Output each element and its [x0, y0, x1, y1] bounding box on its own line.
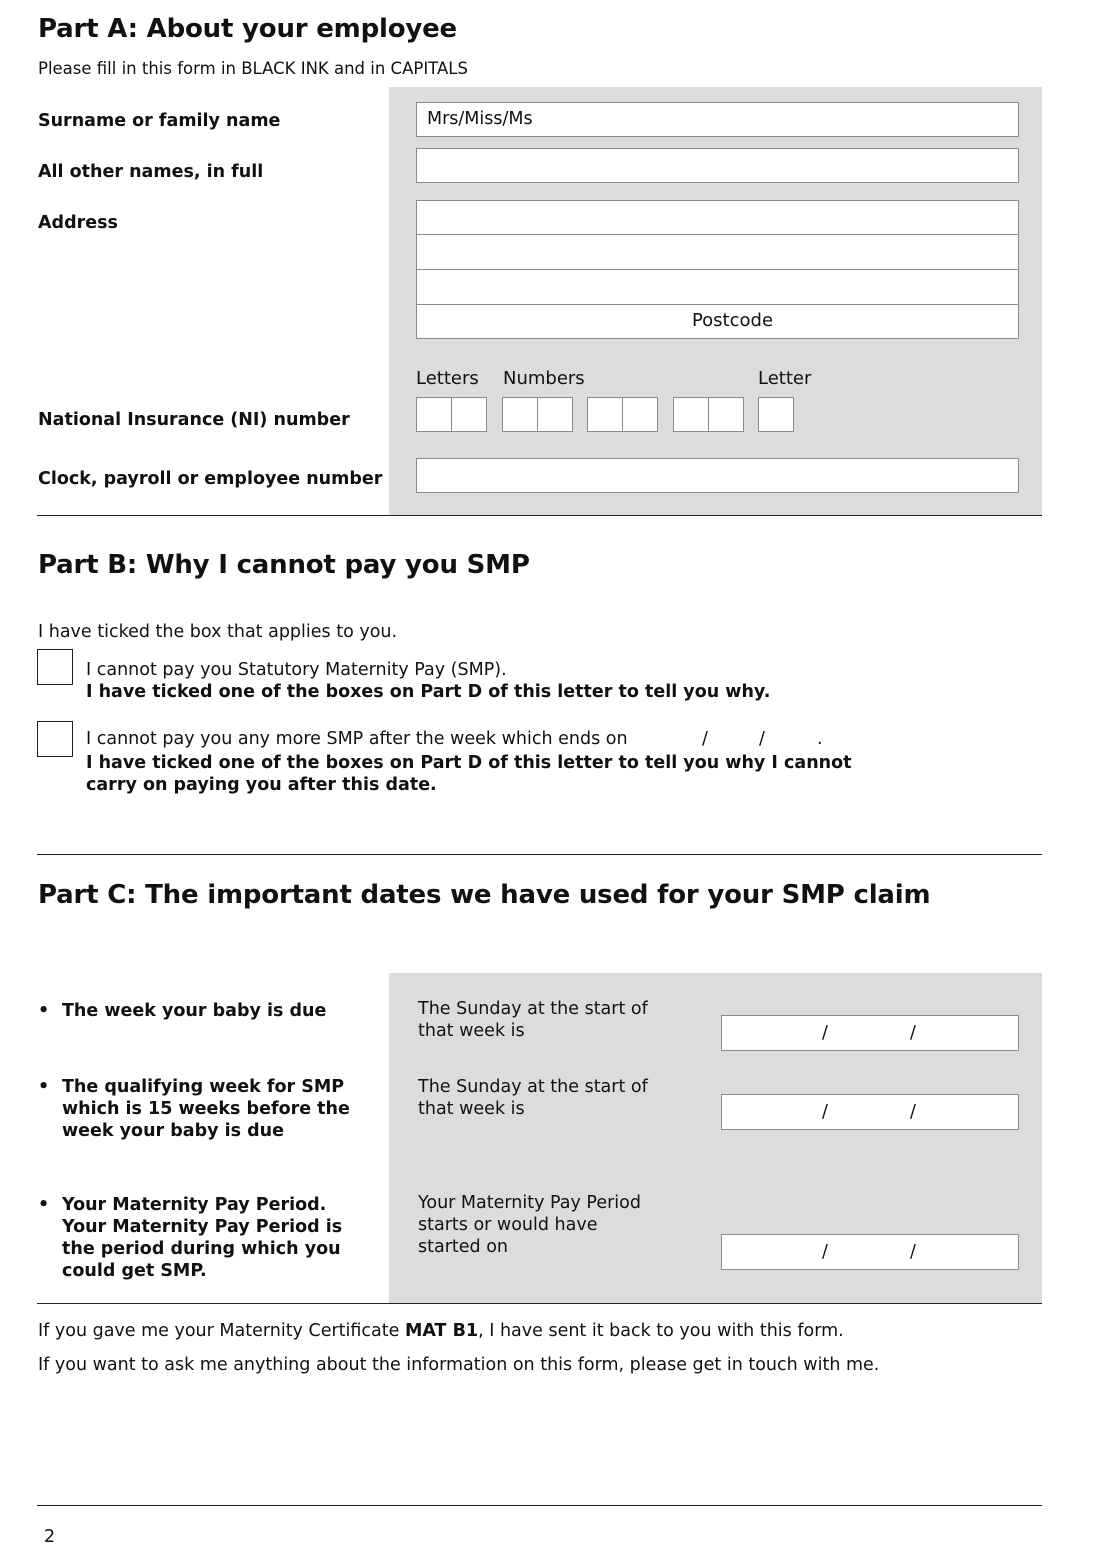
- option1-line1: I cannot pay you Statutory Maternity Pay (SMP).: [86, 660, 507, 680]
- date-separator: /: [822, 1023, 828, 1043]
- mat-b1-note: [38, 1320, 844, 1342]
- row1-label: [62, 1000, 326, 1022]
- ni-cell[interactable]: [451, 397, 487, 432]
- cannot-pay-checkbox[interactable]: [37, 649, 73, 685]
- ni-cell[interactable]: [622, 397, 658, 432]
- surname-value: Mrs/Miss/Ms: [427, 109, 533, 129]
- ni-letter-label: Letter: [758, 368, 812, 389]
- row3-label: [62, 1194, 342, 1282]
- part-b-intro: I have ticked the box that applies to you.: [38, 622, 398, 642]
- date-separator: /: [822, 1242, 828, 1262]
- row3-label-line: Your Maternity Pay Period.: [62, 1195, 327, 1215]
- qualifying-week-date-field[interactable]: [721, 1094, 1019, 1130]
- date-separator: /: [910, 1242, 916, 1262]
- part-c-heading: Part C: The important dates we have used for your SMP claim: [38, 880, 931, 910]
- other-names-field[interactable]: [416, 148, 1019, 183]
- row3-label-line: could get SMP.: [62, 1261, 207, 1281]
- date-separator: /: [910, 1102, 916, 1122]
- contact-note: If you want to ask me anything about the information on this form, please get in touch with me.: [38, 1355, 880, 1375]
- mat-b1-code: MAT B1: [404, 1321, 479, 1341]
- note-text: , I have sent it back to you with this form.: [478, 1321, 844, 1341]
- row3-desc-line: started on: [418, 1237, 508, 1257]
- ni-cell[interactable]: [416, 397, 452, 432]
- row3-desc-line: starts or would have: [418, 1215, 598, 1235]
- row2-label-line: week your baby is due: [62, 1121, 284, 1141]
- address-line-2[interactable]: [416, 234, 1019, 270]
- address-line-1[interactable]: [416, 200, 1019, 235]
- row2-label: [62, 1076, 350, 1142]
- part-b-heading: Part B: Why I cannot pay you SMP: [38, 550, 530, 580]
- date-separator: /: [910, 1023, 916, 1043]
- option2-line3: carry on paying you after this date.: [86, 775, 437, 795]
- bullet: •: [38, 1077, 50, 1097]
- ni-cell[interactable]: [502, 397, 538, 432]
- postcode-label: Postcode: [691, 310, 774, 331]
- ni-cell[interactable]: [537, 397, 573, 432]
- divider: [37, 1505, 1042, 1506]
- bullet: •: [38, 1195, 50, 1215]
- row3-label-line: the period during which you: [62, 1239, 341, 1259]
- part-a-instruction: Please fill in this form in BLACK INK and in CAPITALS: [38, 59, 468, 78]
- divider: [37, 854, 1042, 855]
- note-text: If you gave me your Maternity Certificate: [38, 1321, 405, 1341]
- postcode-field[interactable]: [416, 304, 1019, 339]
- row1-label-line: The week your baby is due: [62, 1001, 327, 1021]
- row1-desc: [418, 998, 648, 1042]
- row2-desc-line: The Sunday at the start of: [418, 1077, 648, 1097]
- cannot-pay-more-checkbox[interactable]: [37, 721, 73, 757]
- date-separator: /: [822, 1102, 828, 1122]
- divider: [37, 1303, 1042, 1304]
- row3-desc: [418, 1192, 641, 1258]
- other-names-label: All other names, in full: [38, 162, 264, 182]
- row3-label-line: Your Maternity Pay Period is: [62, 1217, 343, 1237]
- due-week-date-field[interactable]: [721, 1015, 1019, 1051]
- address-line-3[interactable]: [416, 269, 1019, 305]
- row2-label-line: The qualifying week for SMP: [62, 1077, 345, 1097]
- ni-letters-label: Letters: [416, 368, 479, 389]
- part-a-heading: Part A: About your employee: [38, 14, 457, 44]
- bullet: •: [38, 1001, 50, 1021]
- page-number: 2: [44, 1527, 56, 1547]
- row2-label-line: which is 15 weeks before the: [62, 1099, 350, 1119]
- option2-line1: I cannot pay you any more SMP after the week which ends on: [86, 729, 628, 749]
- ni-numbers-label: Numbers: [503, 368, 585, 389]
- ni-label: National Insurance (NI) number: [38, 410, 350, 430]
- option1-line2: I have ticked one of the boxes on Part D of this letter to tell you why.: [86, 682, 771, 702]
- address-label: Address: [38, 213, 118, 233]
- date-separator: /: [702, 729, 708, 749]
- row2-desc: [418, 1076, 648, 1120]
- date-end-dot: .: [817, 729, 823, 749]
- ni-cell[interactable]: [708, 397, 744, 432]
- ni-cell[interactable]: [587, 397, 623, 432]
- pay-period-date-field[interactable]: [721, 1234, 1019, 1270]
- row3-desc-line: Your Maternity Pay Period: [418, 1193, 641, 1213]
- row2-desc-line: that week is: [418, 1099, 525, 1119]
- divider: [37, 515, 1042, 516]
- surname-label: Surname or family name: [38, 111, 281, 131]
- ni-cell[interactable]: [758, 397, 794, 432]
- date-separator: /: [759, 729, 765, 749]
- row1-desc-line: The Sunday at the start of: [418, 999, 648, 1019]
- clock-field[interactable]: [416, 458, 1019, 493]
- ni-cell[interactable]: [673, 397, 709, 432]
- surname-field[interactable]: [416, 102, 1019, 137]
- clock-label: Clock, payroll or employee number: [38, 469, 383, 489]
- option2-line2: I have ticked one of the boxes on Part D of this letter to tell you why I cannot: [86, 753, 852, 773]
- row1-desc-line: that week is: [418, 1021, 525, 1041]
